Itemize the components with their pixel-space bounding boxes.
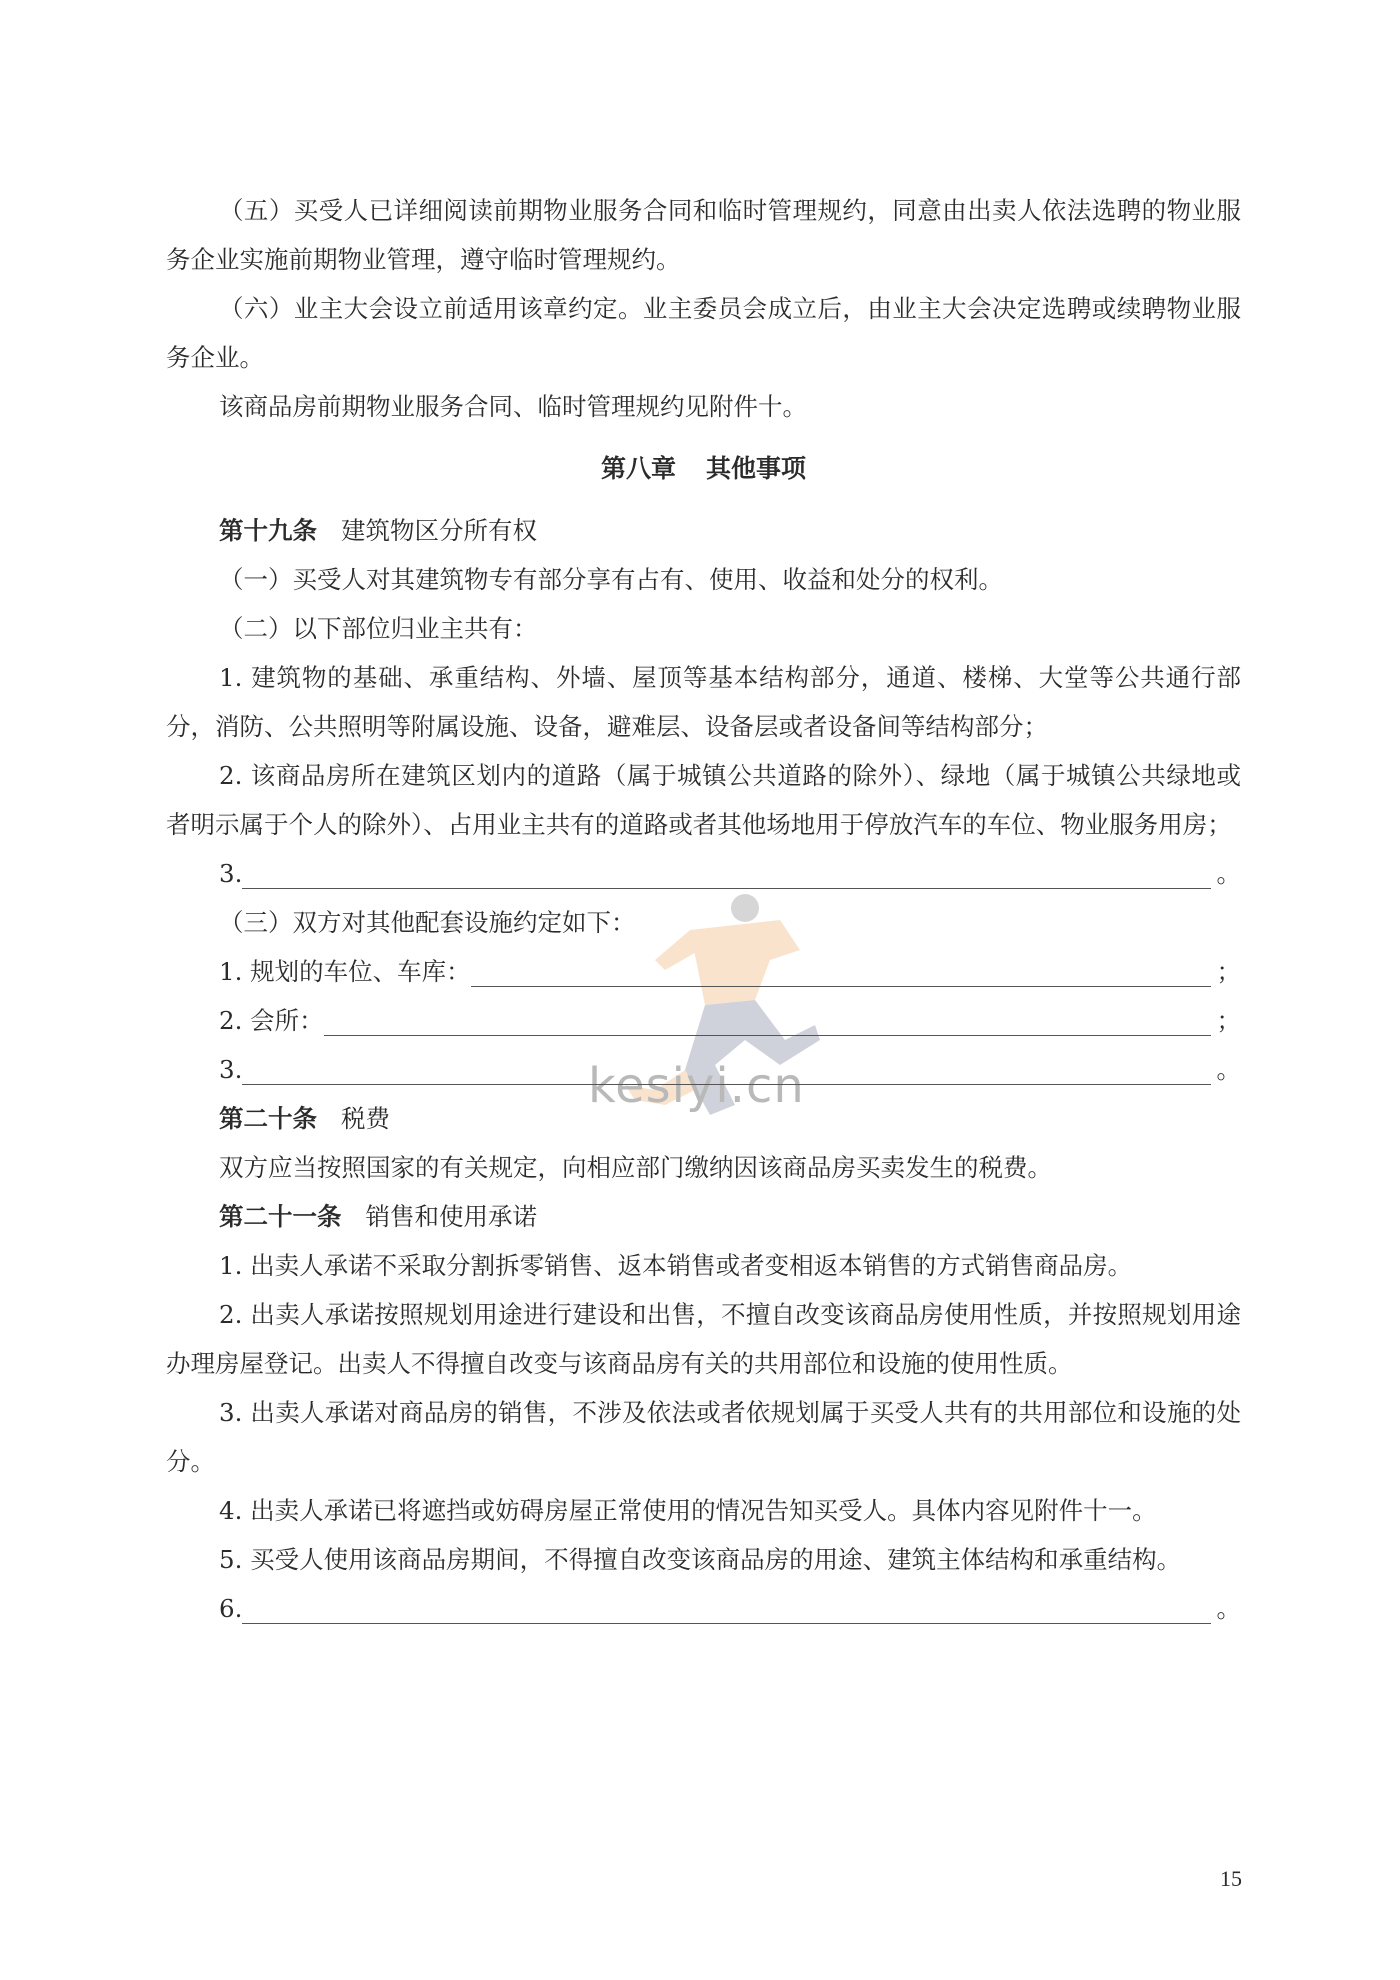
blank-end-punct: 。 (1216, 1594, 1241, 1623)
article-21-item-3: 3. 出卖人承诺对商品房的销售，不涉及依法或者依规划属于买受人共有的共用部位和设施的处分。 (166, 1398, 1241, 1476)
blank-end-punct: 。 (1216, 1055, 1241, 1084)
fill-in-blank[interactable] (471, 956, 1211, 987)
article-21-title: 销售和使用承诺 (365, 1202, 537, 1231)
paragraph-item-5: （五）买受人已详细阅读前期物业服务合同和临时管理规约，同意由出卖人依法选聘的物业服务企业实施前期物业管理，遵守临时管理规约。 (166, 196, 1241, 274)
article-21-heading (166, 1192, 1241, 1241)
chapter-number: 第八章 (600, 454, 676, 483)
fill-in-blank[interactable] (242, 1054, 1210, 1085)
article-19-number: 第十九条 (219, 516, 317, 545)
document-body (166, 186, 1241, 1633)
facility-other-line (166, 1045, 1241, 1094)
blank-end-punct: 。 (1216, 859, 1241, 888)
fill-in-blank[interactable] (242, 858, 1210, 889)
article-20-title: 税费 (341, 1104, 390, 1133)
chapter-title: 其他事项 (706, 454, 807, 483)
article-19-subitem-1: 1. 建筑物的基础、承重结构、外墙、屋顶等基本结构部分，通道、楼梯、大堂等公共通行部分，消防、公共照明等附属设施、设备，避难层、设备层或者设备间等结构部分； (166, 663, 1241, 741)
article-20-text: 双方应当按照国家的有关规定，向相应部门缴纳因该商品房买卖发生的税费。 (219, 1153, 1052, 1182)
paragraph-item-6: （六）业主大会设立前适用该章约定。业主委员会成立后，由业主大会决定选聘或续聘物业服务企业。 (166, 294, 1241, 372)
chapter-heading (166, 444, 1241, 493)
article-20-heading (166, 1094, 1241, 1143)
article-19-item-2: （二）以下部位归业主共有： (219, 614, 538, 643)
blank-label: 6. (219, 1594, 243, 1623)
article-21-item-2: 2. 出卖人承诺按照规划用途进行建设和出售，不擅自改变该商品房使用性质，并按照规划用途办理房屋登记。出卖人不得擅自改变与该商品房有关的共用部位和设施的使用性质。 (166, 1300, 1241, 1378)
blank-label: 1. 规划的车位、车库： (219, 957, 471, 986)
article-21-item-1: 1. 出卖人承诺不采取分割拆零销售、返本销售或者变相返本销售的方式销售商品房。 (219, 1251, 1133, 1280)
article-19-item-3: （三）双方对其他配套设施约定如下： (219, 908, 636, 937)
watermark-text: kesiyi.cn (588, 1058, 805, 1114)
article-21-item-5: 5. 买受人使用该商品房期间，不得擅自改变该商品房的用途、建筑主体结构和承重结构。 (219, 1545, 1182, 1574)
blank-label: 2. 会所： (219, 1006, 324, 1035)
page-number: 15 (1220, 1866, 1242, 1891)
article-20-number: 第二十条 (219, 1104, 317, 1133)
paragraph-annex-ten: 该商品房前期物业服务合同、临时管理规约见附件十。 (219, 392, 807, 421)
blank-end-punct: ； (1216, 1006, 1241, 1035)
article-21-number: 第二十一条 (219, 1202, 342, 1231)
blank-label: 3. (219, 859, 243, 888)
blank-label: 3. (219, 1055, 243, 1084)
facility-parking-line (166, 947, 1241, 996)
blank-end-punct: ； (1216, 957, 1241, 986)
article-21-blank-6 (166, 1584, 1241, 1633)
facility-clubhouse-line (166, 996, 1241, 1045)
article-21-item-4: 4. 出卖人承诺已将遮挡或妨碍房屋正常使用的情况告知买受人。具体内容见附件十一。 (219, 1496, 1157, 1525)
fill-in-blank[interactable] (324, 1005, 1211, 1036)
fill-in-blank[interactable] (242, 1593, 1210, 1624)
article-19-heading (166, 506, 1241, 555)
article-19-subitem-2: 2. 该商品房所在建筑区划内的道路（属于城镇公共道路的除外）、绿地（属于城镇公共绿地或者明示属于个人的除外）、占用业主共有的道路或者其他场地用于停放汽车的车位、物业服务用房； (166, 761, 1241, 839)
article-19-blank-3 (166, 849, 1241, 898)
article-19-title: 建筑物区分所有权 (341, 516, 537, 545)
article-19-item-1: （一）买受人对其建筑物专有部分享有占有、使用、收益和处分的权利。 (219, 565, 1003, 594)
